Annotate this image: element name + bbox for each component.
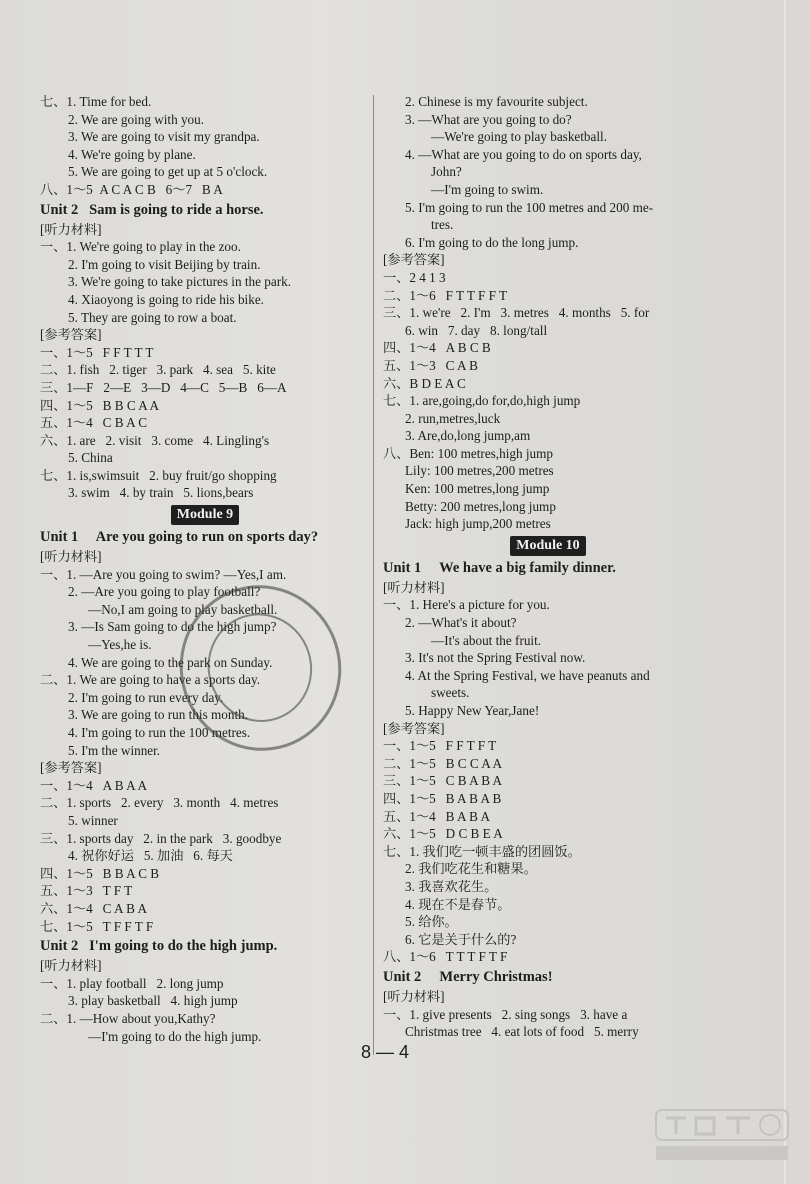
section-label: [听力材料]: [383, 579, 445, 595]
answer-line: sweets.: [431, 685, 470, 701]
answer-line: 3. We are going to run this month.: [68, 707, 249, 723]
answer-line: 二、1～6 F T T F F T: [383, 287, 508, 303]
answer-line: 4. We're going by plane.: [68, 146, 196, 162]
page-number: 8 — 4: [360, 1042, 410, 1062]
section-label: [参考答案]: [40, 327, 102, 343]
module-badge: Module 9: [171, 505, 239, 525]
answer-line: 5. Happy New Year,Jane!: [405, 703, 540, 718]
answer-line: 一、2 4 1 3: [383, 269, 446, 285]
section-label: [听力材料]: [383, 988, 445, 1004]
site-watermark-logo: [652, 1104, 792, 1164]
answer-line: 二、1. We are going to have a sports day.: [40, 672, 261, 688]
unit-heading: Unit 2 Sam is going to ride a horse.: [40, 201, 264, 218]
answer-line: 2. —What's it about?: [405, 615, 517, 631]
answer-line: 4. We are going to the park on Sunday.: [68, 654, 273, 670]
answer-line: 3. 我喜欢花生。: [405, 878, 498, 894]
answer-line: 六、1～4 C A B A: [40, 900, 147, 916]
answer-line: 4. 祝你好运 5. 加油 6. 每天: [68, 848, 233, 864]
answer-line: 2. I'm going to visit Beijing by train.: [68, 256, 261, 272]
answer-line: 八、1～6 T T T F T F: [383, 949, 508, 965]
answer-line: 3. Are,do,long jump,am: [405, 428, 531, 444]
answer-line: 6. win 7. day 8. long/tall: [405, 322, 548, 338]
answer-line: 一、1～5 F F T T T: [40, 344, 154, 360]
section-label: [听力材料]: [40, 958, 102, 974]
left-column: [40, 93, 370, 1045]
section-label: [参考答案]: [383, 720, 445, 736]
answer-line: Lily: 100 metres,200 metres: [405, 463, 554, 479]
answer-line: 六、1～5 D C B E A: [383, 826, 503, 842]
answer-line: 一、1. play football 2. long jump: [40, 975, 224, 991]
answer-line: 3. swim 4. by train 5. lions,bears: [68, 485, 254, 501]
unit-heading: Unit 2 I'm going to do the high jump.: [40, 938, 278, 955]
answer-line: 五、1～3 C A B: [383, 357, 478, 373]
column-divider: [373, 95, 374, 1055]
answer-line: 五、1～3 T F T: [40, 883, 133, 899]
answer-line: 七、1～5 T F F T F: [40, 918, 154, 934]
answer-line: 6. 它是关于什么的?: [405, 931, 517, 947]
answer-line: 四、1～5 B A B A B: [383, 790, 502, 806]
answer-line: 一、1～5 F F T F T: [383, 738, 497, 754]
answer-line: 五、1～4 C B A C: [40, 415, 147, 431]
section-label: [听力材料]: [40, 549, 102, 565]
answer-line: —We're going to play basketball.: [431, 129, 608, 145]
answer-line: 二、1. fish 2. tiger 3. park 4. sea 5. kite: [40, 362, 276, 378]
answer-line: 3. We are going to visit my grandpa.: [68, 129, 260, 145]
answer-line: —No,I am going to play basketball.: [88, 601, 278, 617]
answer-line: 5. I'm the winner.: [68, 742, 161, 758]
section-label: [参考答案]: [40, 760, 102, 776]
answer-line: 4. At the Spring Festival, we have peanuts and: [405, 667, 650, 683]
answer-line: 5. We are going to get up at 5 o'clock.: [68, 164, 268, 180]
answer-line: 七、1. Time for bed.: [40, 94, 152, 109]
answer-line: —I'm going to do the high jump.: [88, 1028, 262, 1044]
answer-line: 5. winner: [68, 812, 118, 828]
answer-line: 二、1. sports 2. every 3. month 4. metres: [40, 795, 279, 811]
answer-line: —It's about the fruit.: [431, 632, 542, 648]
answer-line: 5. 给你。: [405, 914, 458, 930]
right-column: [383, 93, 713, 1041]
unit-heading: Unit 1 We have a big family dinner.: [383, 559, 616, 576]
answer-line: 一、1. Here's a picture for you.: [383, 597, 550, 613]
answer-line: 一、1. —Are you going to swim? —Yes,I am.: [40, 566, 287, 582]
answer-line: 三、1. we're 2. I'm 3. metres 4. months 5. for: [383, 305, 650, 321]
answer-line: 二、1～5 B C C A A: [383, 755, 503, 771]
answer-line: 八、Ben: 100 metres,high jump: [383, 445, 553, 461]
answer-line: 三、1～5 C B A B A: [383, 773, 503, 789]
answer-line: 5. They are going to row a boat.: [68, 309, 237, 325]
answer-line: 4. 现在不是春节。: [405, 896, 511, 912]
answer-line: 3. —Is Sam going to do the high jump?: [68, 619, 277, 635]
unit-heading: Unit 2 Merry Christmas!: [383, 968, 553, 985]
page-binding-edge: [782, 0, 788, 1184]
answer-line: 2. I'm going to run every day.: [68, 689, 224, 705]
answer-line: tres.: [431, 217, 454, 233]
watermark-logo-icon: [652, 1104, 792, 1164]
answer-line: 4. —What are you going to do on sports day,: [405, 146, 642, 162]
unit-heading: Unit 1 Are you going to run on sports day?: [40, 529, 319, 546]
answer-line: Christmas tree 4. eat lots of food 5. merry: [405, 1024, 639, 1040]
answer-line: 4. I'm going to run the 100 metres.: [68, 725, 251, 740]
answer-line: 一、1. give presents 2. sing songs 3. have a: [383, 1006, 628, 1022]
answer-line: 六、B D E A C: [383, 375, 466, 391]
module-badge: Module 10: [510, 536, 585, 556]
answer-line: 一、1. We're going to play in the zoo.: [40, 239, 241, 255]
section-label: [听力材料]: [40, 221, 102, 237]
answer-line: 五、1～4 B A B A: [383, 808, 490, 824]
answer-line: —I'm going to swim.: [431, 181, 544, 197]
answer-line: 5. I'm going to run the 100 metres and 200 me-: [405, 199, 654, 215]
answer-line: 八、1～5 A C A C B 6～7 B A: [40, 181, 223, 197]
answer-line: 二、1. —How about you,Kathy?: [40, 1010, 216, 1026]
ink-stamp-inner-ring: [194, 600, 327, 736]
answer-line: 2. run,metres,luck: [405, 410, 501, 426]
answer-line: 3. —What are you going to do?: [405, 111, 572, 127]
answer-line: 2. —Are you going to play football?: [68, 584, 261, 600]
answer-line: 2. 我们吃花生和糖果。: [405, 861, 537, 877]
answer-line: 5. China: [68, 450, 113, 466]
answer-line: 七、1. is,swimsuit 2. buy fruit/go shopping: [40, 467, 277, 483]
answer-line: 一、1～4 A B A A: [40, 777, 147, 793]
answer-line: John?: [431, 164, 462, 180]
answer-line: Betty: 200 metres,long jump: [405, 498, 556, 514]
answer-line: 七、1. are,going,do for,do,high jump: [383, 393, 581, 409]
section-label: [参考答案]: [383, 252, 445, 268]
answer-line: 3. It's not the Spring Festival now.: [405, 650, 586, 666]
answer-line: 三、1—F 2—E 3—D 4—C 5—B 6—A: [40, 379, 287, 395]
answer-line: 2. Chinese is my favourite subject.: [405, 94, 588, 109]
module-heading-row: [40, 502, 370, 526]
module-heading-row: [383, 533, 713, 557]
answer-line: 3. play basketball 4. high jump: [68, 993, 238, 1009]
answer-line: —Yes,he is.: [88, 637, 152, 653]
answer-line: 四、1～5 B B C A A: [40, 397, 160, 413]
answer-line: Ken: 100 metres,long jump: [405, 481, 550, 497]
answer-line: 七、1. 我们吃一顿丰盛的团圆饭。: [383, 843, 581, 859]
answer-line: 四、1～4 A B C B: [383, 340, 491, 356]
answer-line: Jack: high jump,200 metres: [405, 516, 551, 532]
answer-line: 四、1～5 B B A C B: [40, 865, 160, 881]
answer-line: 4. Xiaoyong is going to ride his bike.: [68, 291, 264, 307]
answer-line: 6. I'm going to do the long jump.: [405, 234, 579, 250]
answer-line: 3. We're going to take pictures in the park.: [68, 274, 291, 290]
answer-line: 2. We are going with you.: [68, 111, 205, 127]
answer-line: 六、1. are 2. visit 3. come 4. Lingling's: [40, 432, 270, 448]
answer-line: 三、1. sports day 2. in the park 3. goodbye: [40, 830, 282, 846]
